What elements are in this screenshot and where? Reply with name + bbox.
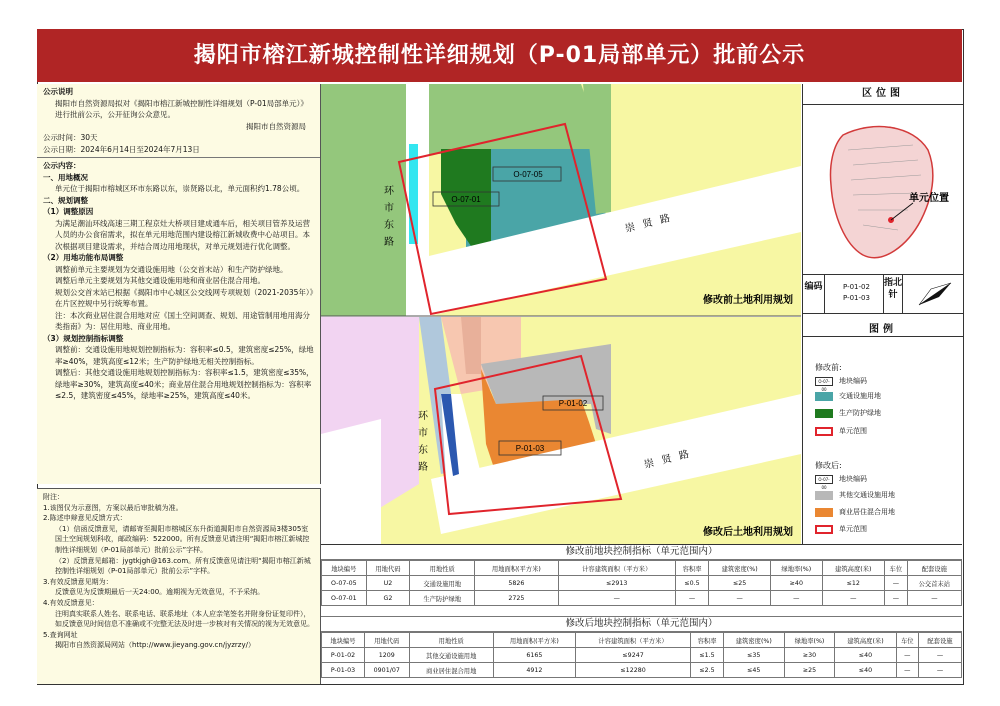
legend-after-title: 修改后:: [815, 461, 842, 470]
chongxian-road-label-after: 崇贤路: [643, 447, 699, 471]
before-table: [321, 560, 962, 606]
location-map: [803, 105, 963, 275]
th: 容积率: [675, 561, 708, 576]
after-map-caption: 修改后土地利用规划: [703, 527, 793, 538]
note-3: 3.有效反馈意见期为：: [43, 577, 113, 586]
note-3-a: 反馈意见为反馈期最后一天24:00。逾期视为无效意见，不予采纳。: [55, 588, 265, 597]
boundary-swatch: [815, 427, 833, 436]
location-map-title: 区位图: [803, 84, 963, 105]
th: 配套设施: [918, 633, 961, 648]
table-cell: —: [918, 663, 961, 678]
announcement-period: 公示时间：30天: [43, 133, 98, 142]
table-cell: ≤0.5: [675, 576, 708, 591]
announcement-body: 揭阳市自然资源局拟对《揭阳市榕江新城控制性详细规划（P-01局部单元）》进行批前公示，公开征询公众意见。: [55, 98, 308, 119]
code-swatch: O-07-00: [815, 377, 833, 386]
before-map: [321, 84, 801, 316]
legend-boundary-before-label: 单元范围: [839, 427, 867, 435]
content-heading: 公示内容：: [43, 161, 81, 170]
th: 配套设施: [907, 561, 961, 576]
th: 用地面积(平方米): [493, 633, 575, 648]
table-cell: 生产防护绿地: [410, 591, 475, 606]
th: 计容建筑面积（平方米）: [558, 561, 675, 576]
legend-protect-green-label: 生产防护绿地: [839, 409, 881, 417]
section-2-2-d: 注：本次商业居住混合用地对应《国土空间调查、规划、用途管制用地用海分类指南》为：居住用地、商业用地。: [55, 310, 310, 331]
table-cell: ≤35: [723, 648, 784, 663]
table-row: [322, 648, 962, 663]
table-cell: —: [771, 591, 822, 606]
table-cell: ≤12280: [575, 663, 690, 678]
table-cell: —: [907, 591, 961, 606]
unit-position-label: 单元位置: [909, 193, 949, 204]
note-5-a: 揭阳市自然资源局网站（http://www.jieyang.gov.cn/jyzrzy/）: [55, 641, 255, 650]
table-cell: —: [896, 663, 918, 678]
legend-code: [815, 376, 867, 392]
white-area: [321, 419, 381, 544]
section-2-3-a: 调整前：交通设施用地规划控制指标为：容积率≤0.5，建筑密度≤25%，绿地率≥40%，建筑高度≤12米；生产防护绿地无相关控制指标。: [55, 345, 314, 366]
note-5: 5.查询网址: [43, 630, 78, 639]
ring-road-label-3: 东: [384, 220, 394, 231]
th: 用地代码: [366, 561, 410, 576]
mixed-swatch: [815, 508, 833, 517]
ring-road-label-2: 市: [384, 203, 394, 214]
code-1: P-01-02: [843, 283, 870, 291]
table-cell: O-07-05: [322, 576, 367, 591]
th: 建筑高度(米): [835, 633, 896, 648]
table-cell: ≤9247: [575, 648, 690, 663]
section-2-2-title: （2）用地功能布局调整: [43, 253, 124, 262]
after-table-title: 修改后地块控制指标（单元范围内）: [321, 616, 962, 632]
section-2-3-title: （3）规划控制指标调整: [43, 333, 124, 343]
ring-road-label-a2: 市: [418, 428, 428, 439]
th: 车位: [896, 633, 918, 648]
table-cell: O-07-01: [322, 591, 367, 606]
legend-code-label: 地块编码: [839, 377, 867, 385]
note-2-a: （1）信函反馈意见，请邮寄至揭阳市榕城区东升街道揭阳市自然资源局3楼305室国土空间规划科收，邮政编码：522000。所有反馈意见请注明“揭阳市榕江新城控制性详细规划（P-01局部单元）批前公示”字样。: [55, 524, 310, 554]
section-2-2-a: 调整前单元主要规划为交通设施用地（公交首末站）和生产防护绿地。: [55, 264, 288, 274]
table-cell: —: [675, 591, 708, 606]
announcement-panel: [37, 84, 321, 484]
table-cell: —: [884, 576, 907, 591]
table-cell: —: [822, 591, 884, 606]
note-2: 2.陈述申辩意见反馈方式：: [43, 514, 127, 523]
parcel-code-p0102: P-01-02: [558, 399, 588, 408]
th: 用地代码: [364, 633, 409, 648]
legend-before-title: 修改前:: [815, 363, 842, 372]
note-4: 4.有效反馈意见：: [43, 598, 99, 607]
section-2-1-title: （1）调整原因: [43, 207, 94, 216]
table-cell: ≥40: [771, 576, 822, 591]
table-row: [322, 576, 962, 591]
legend-code-after: [815, 474, 867, 490]
green-land-top: [429, 84, 606, 154]
table-cell: ≥30: [784, 648, 835, 663]
table-cell: 5826: [475, 576, 559, 591]
table-cell: —: [709, 591, 771, 606]
section-2-2-c: 规划公交首末站已根据《揭阳市中心城区公交线网专项规划（2021-2035年）》在片区控规中另行统筹布置。: [55, 287, 314, 308]
code-swatch-after: O-07-00: [815, 475, 833, 484]
legend-code-after-label: 地块编码: [839, 475, 867, 483]
green-land-left: [321, 84, 406, 316]
th: 用地性质: [410, 561, 475, 576]
legend-transport: [815, 391, 881, 401]
table-cell: 商业居住混合用地: [409, 663, 493, 678]
table-row: [322, 663, 962, 678]
table-row: [322, 591, 962, 606]
table-cell: 0901/07: [364, 663, 409, 678]
legend-boundary-after-label: 单元范围: [839, 525, 867, 533]
th: 用地面积(平方米): [475, 561, 559, 576]
page-title: 揭阳市榕江新城控制性详细规划（P-01局部单元）批前公示: [37, 29, 962, 82]
announcement-heading: 公示说明: [43, 87, 73, 96]
north-label: 指北针: [883, 275, 903, 313]
th: 建筑密度(%): [723, 633, 784, 648]
section-2-title: 二、规划调整: [43, 195, 88, 205]
th: 绿地率(%): [784, 633, 835, 648]
section-2-3-b: 调整后：其他交通设施用地规划控制指标为：容积率≤1.5，建筑密度≤35%，绿地率≥30%，建筑高度≤40米；商业居住混合用地规划控制指标为：容积率≤2.5，建筑密度≤45%，绿地率≥25%，建筑高度≤40米。: [55, 368, 314, 400]
table-cell: G2: [366, 591, 410, 606]
notes-panel: [37, 488, 321, 684]
table-cell: ≤40: [835, 663, 896, 678]
table-cell: ≤45: [723, 663, 784, 678]
before-table-title: 修改前地块控制指标（单元范围内）: [321, 545, 962, 560]
legend-boundary-after: [815, 524, 867, 534]
table-cell: ≤40: [835, 648, 896, 663]
legend-other-transport: [815, 490, 895, 500]
table-cell: ≤25: [709, 576, 771, 591]
other-transport-swatch: [815, 491, 833, 500]
ring-road-label-4: 路: [384, 237, 394, 248]
legend-mixed: [815, 507, 895, 517]
th: 地块编号: [322, 561, 367, 576]
th: 绿地率(%): [771, 561, 822, 576]
table-cell: 其他交通设施用地: [409, 648, 493, 663]
before-map-caption: 修改前土地利用规划: [703, 295, 793, 306]
table-cell: ≤2.5: [691, 663, 724, 678]
legend-other-transport-label: 其他交通设施用地: [839, 491, 895, 499]
sidebar: [802, 84, 963, 544]
notes-heading: 附注：: [43, 493, 64, 501]
th: 用地性质: [409, 633, 493, 648]
transport-swatch: [815, 392, 833, 401]
table-cell: —: [558, 591, 675, 606]
section-2-2-b: 调整后单元主要规划为其他交通设施用地和商业居住混合用地。: [55, 276, 265, 285]
code-north-row: [803, 274, 963, 314]
table-cell: P-01-03: [322, 663, 365, 678]
th: 车位: [884, 561, 907, 576]
note-2-b: （2）反馈意见邮箱：jygtkjgh@163.com。所有反馈意见请注明“揭阳市榕江新城控制性详细规划（P-01局部单元）批前公示”字样。: [55, 556, 311, 576]
legend-transport-label: 交通设施用地: [839, 392, 881, 400]
legend-mixed-label: 商业居住混合用地: [839, 508, 895, 516]
after-map: [321, 317, 801, 544]
map-area: [321, 84, 801, 544]
announcement-issuer: 揭阳市自然资源局: [246, 121, 306, 131]
note-4-a: 注明真实联系人姓名、联系电话、联系地址（本人应亲笔签名并附身份证复印件），如反馈意见时间信息不准确或不完整无法及时进一步核对有关情况的视为无效意见。: [55, 609, 314, 629]
table-cell: 6165: [493, 648, 575, 663]
table-cell: —: [896, 648, 918, 663]
code-2: P-01-03: [843, 294, 870, 302]
note-1: 1.该图仅为示意图，方案以最后审批稿为准。: [43, 503, 183, 512]
before-table-header: [322, 561, 962, 576]
ring-road-label-a4: 路: [418, 462, 428, 473]
table-cell: ≤2913: [558, 576, 675, 591]
table-cell: 交通设施用地: [410, 576, 475, 591]
announcement-dates: 公示日期：2024年6月14日至2024年7月13日: [43, 144, 200, 154]
table-cell: ≥25: [784, 663, 835, 678]
th: 地块编号: [322, 633, 365, 648]
th: 建筑高度(米): [822, 561, 884, 576]
after-table-header: [322, 633, 962, 648]
parcel-code-o0705: O-07-05: [513, 170, 543, 179]
ring-road-label-a3: 东: [418, 445, 428, 456]
table-cell: 4912: [493, 663, 575, 678]
chongxian-road-label-before: 崇贤路: [624, 211, 680, 235]
section-2-1-text: 为满足潮汕环线高速三期工程京灶大桥项目建成通车后，相关项目管养及运营人员的办公食宿需求，拟在单元用地范围内建设榕江新城收费中心站项目。本次根据项目建设需求，并结合周边用地现状，对单元规划进行优化调整。: [55, 218, 310, 251]
table-cell: P-01-02: [322, 648, 365, 663]
protect-green-swatch: [815, 409, 833, 418]
code-label: 编码: [803, 275, 825, 313]
table-cell: —: [884, 591, 907, 606]
ring-road-label-1: 环: [384, 186, 394, 197]
table-cell: 1209: [364, 648, 409, 663]
th: 容积率: [691, 633, 724, 648]
th: 计容建筑面积（平方米）: [575, 633, 690, 648]
table-cell: ≤1.5: [691, 648, 724, 663]
after-table: [321, 632, 962, 678]
legend-protect-green: [815, 408, 881, 418]
north-arrow-icon: [913, 277, 957, 311]
ring-road-label-a1: 环: [418, 411, 428, 422]
legend-boundary-before: [815, 426, 867, 436]
section-1-text: 单元位于揭阳市榕城区环市东路以东，崇贤路以北，单元面积约1.78公顷。: [55, 184, 305, 193]
table-cell: 公交首末站: [907, 576, 961, 591]
section-1-title: 一、用地概况: [43, 172, 88, 182]
th: 建筑密度(%): [709, 561, 771, 576]
legend-title: 图例: [869, 324, 897, 335]
table-cell: U2: [366, 576, 410, 591]
table-cell: ≤12: [822, 576, 884, 591]
table-cell: 2725: [475, 591, 559, 606]
parcel-code-p0103: P-01-03: [515, 444, 545, 453]
boundary-swatch-after: [815, 525, 833, 534]
table-cell: —: [918, 648, 961, 663]
tables-area: [321, 544, 962, 684]
parcel-code-o0701: O-07-01: [451, 195, 481, 204]
